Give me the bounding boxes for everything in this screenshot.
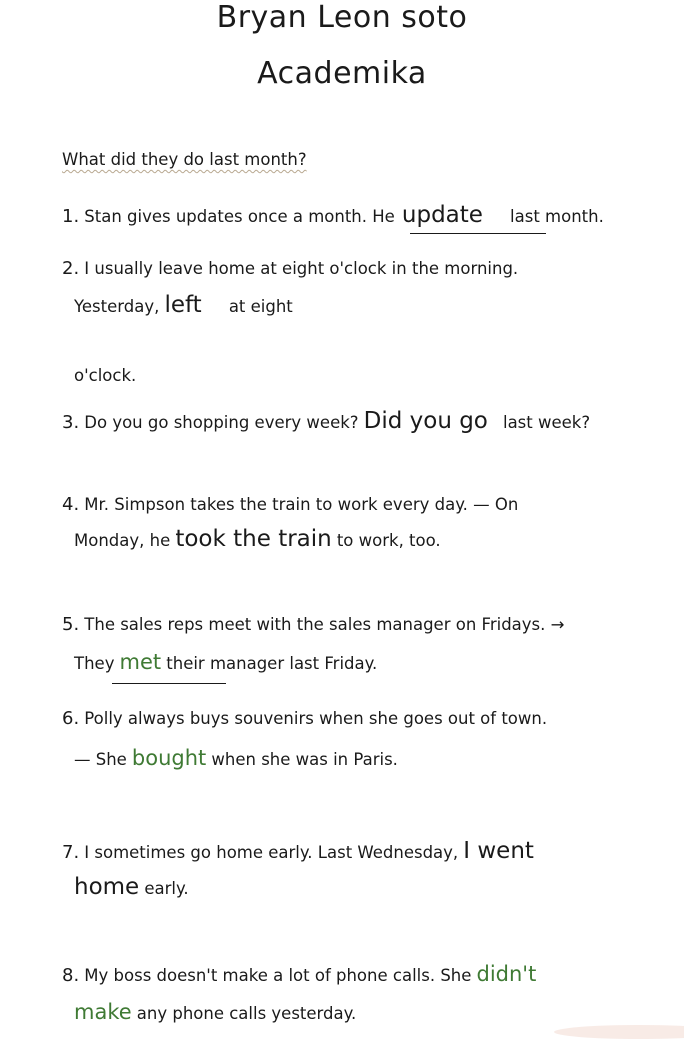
exercise-item-2 [62, 258, 518, 279]
handwritten-answer: left [164, 292, 202, 318]
handwritten-answer: I went [463, 838, 534, 864]
item-number: 7. [62, 842, 80, 863]
exercise-item-6 [62, 708, 547, 729]
instruction: What did they do last month? [62, 150, 307, 169]
exercise-item-3 [62, 408, 590, 434]
handwritten-answer: didn't [476, 962, 537, 986]
prompt-text: My boss doesn't make a lot of phone calls. She [84, 966, 472, 985]
exercise-item-1 [62, 202, 604, 228]
item-number: 2. [62, 258, 80, 279]
prompt-text: Monday, he [74, 531, 171, 550]
continuation-text: when she was in Paris. [211, 750, 398, 769]
exercise-item-4-line2 [74, 526, 441, 552]
student-name: Bryan Leon soto [216, 0, 468, 35]
handwritten-answer: took the train [175, 526, 332, 552]
prompt-text: I sometimes go home early. Last Wednesday, [84, 843, 459, 862]
exercise-item-7-line2 [74, 874, 189, 900]
continuation-text: early. [144, 879, 189, 898]
handwritten-answer: bought [131, 746, 207, 770]
item-number: 6. [62, 708, 80, 729]
handwritten-answer: Did you go [363, 408, 488, 434]
item-number: 5. [62, 614, 80, 635]
continuation-text: last week? [502, 413, 591, 432]
continuation-text: o'clock. [74, 366, 137, 385]
exercise-item-2-line2 [74, 292, 293, 318]
answer-underline [112, 683, 226, 684]
prompt-text: I usually leave home at eight o'clock in the morning. [84, 259, 519, 278]
exercise-item-5-line2 [74, 650, 377, 674]
prompt-text: — She [74, 750, 127, 769]
continuation-text: any phone calls yesterday. [136, 1004, 357, 1023]
item-number: 1. [62, 206, 80, 227]
prompt-text: The sales reps meet with the sales manager on Fridays. → [84, 615, 565, 634]
prompt-text: Mr. Simpson takes the train to work every day. — On [84, 495, 519, 514]
item-number: 4. [62, 494, 80, 515]
exercise-item-5 [62, 614, 564, 635]
handwritten-answer: home [74, 874, 140, 900]
exercise-item-6-line2 [74, 746, 398, 770]
prompt-text: Do you go shopping every week? [84, 413, 359, 432]
exercise-item-8 [62, 962, 536, 986]
prompt-text: Stan gives updates once a month. He [84, 207, 395, 226]
prompt-text: They [74, 654, 115, 673]
item-number: 8. [62, 965, 80, 986]
exercise-item-7 [62, 838, 534, 864]
school-name: Academika [257, 56, 427, 91]
page-curl-shadow [554, 1025, 684, 1039]
handwritten-answer: make [74, 1000, 132, 1024]
continuation-text: last month. [510, 207, 604, 226]
handwritten-answer: update [401, 202, 483, 228]
answer-underline [410, 233, 546, 234]
continuation-text: to work, too. [336, 531, 441, 550]
handwritten-answer: met [119, 650, 162, 674]
exercise-item-4 [62, 494, 518, 515]
item-number: 3. [62, 412, 80, 433]
prompt-text: Yesterday, [74, 297, 160, 316]
prompt-text: Polly always buys souvenirs when she goes out of town. [84, 709, 548, 728]
continuation-text: at eight [228, 297, 293, 316]
exercise-item-8-line2 [74, 1000, 356, 1024]
continuation-text: their manager last Friday. [166, 654, 378, 673]
